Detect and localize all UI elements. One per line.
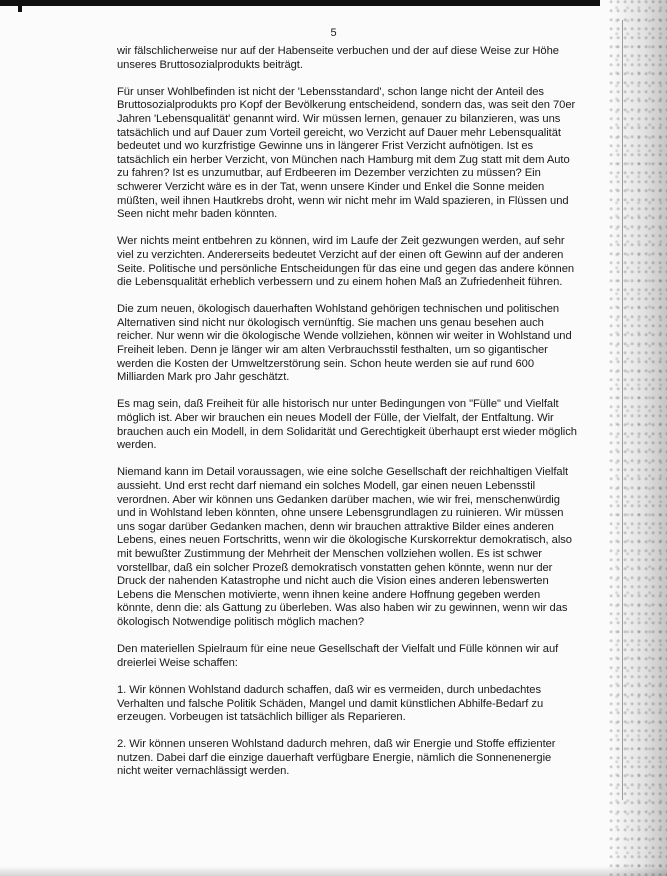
list-item: 2. Wir können unseren Wohlstand dadurch mehren, daß wir Energie und Stoffe effizienter nutzen. Dabei darf die einzige dauerhaft verfügbare Energie, nämlich die Sonnenenergie nicht weiter vernachlässigt werden. bbox=[117, 738, 556, 778]
paragraph: Wer nichts meint entbehren zu können, wird im Laufe der Zeit gezwungen werden, auf sehr viel zu verzichten. Andererseits bedeutet Verzicht auf der einen oft Gewinn auf der anderen Seite. Politische und persönliche Entscheidungen für das eine und gegen das andere können die Lebensqualität erheblich verbessern und zu einem hohen Maß an Zufriedenheit führen. bbox=[117, 235, 575, 289]
list-item: 1. Wir können Wohlstand dadurch schaffen, daß wir es vermeiden, durch unbedachtes Verhalten und falsche Politik Schäden, Mangel und damit künstlichen Abhilfe-Bedarf zu erzeugen. Vorbeugen ist tatsächlich billiger als Reparieren. bbox=[117, 683, 544, 724]
paragraph: Es mag sein, daß Freiheit für alle historisch nur unter Bedingungen von "Fülle" und Vielfalt möglich ist. Aber wir brauchen ein neues Modell der Fülle, der Vielfalt, der Entfaltung. Wir brauchen auch ein Modell, in dem Solidarität und Gerechtigkeit überhaupt erst wieder möglich werden. bbox=[117, 398, 577, 452]
scan-top-border bbox=[0, 0, 600, 6]
paragraph: wir fälschlicherweise nur auf der Habenseite verbuchen und der auf diese Weise zur Höhe unseres Bruttosozialprodukts beiträgt. bbox=[117, 45, 559, 71]
scan-mark bbox=[18, 0, 22, 12]
paragraph: Die zum neuen, ökologisch dauerhaften Wohlstand gehörigen technischen und politischen Alternativen sind nicht nur ökologisch vernünftig. Sie machen uns genau besehen auch reicher. Nur wenn wir die ökologische Wende vollziehen, können wir weiter in Wohlstand und Freiheit leben. Denn je länger wir am alten Verbrauchsstil festhalten, um so gigantischer werden die Kosten der Umweltzerstörung sein. Schon heute werden sie auf rund 600 Milliarden Mark pro Jahr geschätzt. bbox=[117, 303, 572, 384]
scan-bottom-shadow bbox=[0, 866, 667, 876]
paragraph: Den materiellen Spielraum für eine neue Gesellschaft der Vielfalt und Fülle können wir auf dreierlei Weise schaffen: bbox=[117, 643, 559, 669]
scan-edge-shadow bbox=[609, 0, 667, 876]
scan-edge-line bbox=[622, 20, 623, 800]
paragraph: Niemand kann im Detail voraussagen, wie eine solche Gesellschaft der reichhaltigen Vielfalt aussieht. Und erst recht darf niemand ein solches Modell, gar einen neuen Lebensstil verordnen. Aber wir können uns Gedanken darüber machen, wie wir frei, menschenwürdig und in Wohlstand leben könnten, ohne unsere Lebensgrundlagen zu ruinieren. Wir müssen uns sogar darüber Gedanken machen, denn wir brauchen attraktive Bilder eines anderen Lebens, eines neuen Fortschritts, wenn wir die ökologische Kurskorrektur demokratisch, also mit bewußter Zustimmung der Mehrheit der Menschen vollziehen wollen. Es ist schwer vorstellbar, daß ein solcher Prozeß demokratisch vonstatten gehen könnte, wenn nur der Druck der nahenden Katastrophe und nicht auch die Vision eines anderen lebenswerten Lebens die Menschen motivierte, wenn ihnen keine andere Hoffnung gegeben werden könnte, denn die: als Gattung zu überleben. Was also haben wir zu gewinnen, wenn wir das ökologisch Notwendige politisch möglich machen? bbox=[117, 466, 572, 628]
paragraph: Für unser Wohlbefinden ist nicht der 'Lebensstandard', schon lange nicht der Anteil des Bruttosozialprodukts pro Kopf der Bevölkerung entscheidend, sondern das, was seit den 70er Jahren 'Lebensqualität' genannt wird. Wir müssen lernen, genauer zu bilanzieren, was uns tatsächlich und auf Dauer zum Vorteil gereicht, wo Verzicht auf Dauer mehr Lebensqualität bedeutet und wo kurzfristige Gewinne uns in längerer Frist Verzicht aufnötigen. Ist es tatsächlich ein herber Verzicht, von München nach Hamburg mit dem Zug statt mit dem Auto zu fahren? Ist es unzumutbar, auf Erdbeeren im Dezember verzichten zu müssen? Ein schwerer Verzicht wäre es in der Tat, wenn unsere Kinder und Enkel die Sonne meiden müßten, weil ihnen Hautkrebs droht, wenn wir nicht mehr im Wald spazieren, in Flüssen und Seen nicht mehr baden könnten. bbox=[117, 85, 576, 221]
page-number: 5 bbox=[330, 27, 337, 39]
body-text bbox=[117, 45, 577, 793]
